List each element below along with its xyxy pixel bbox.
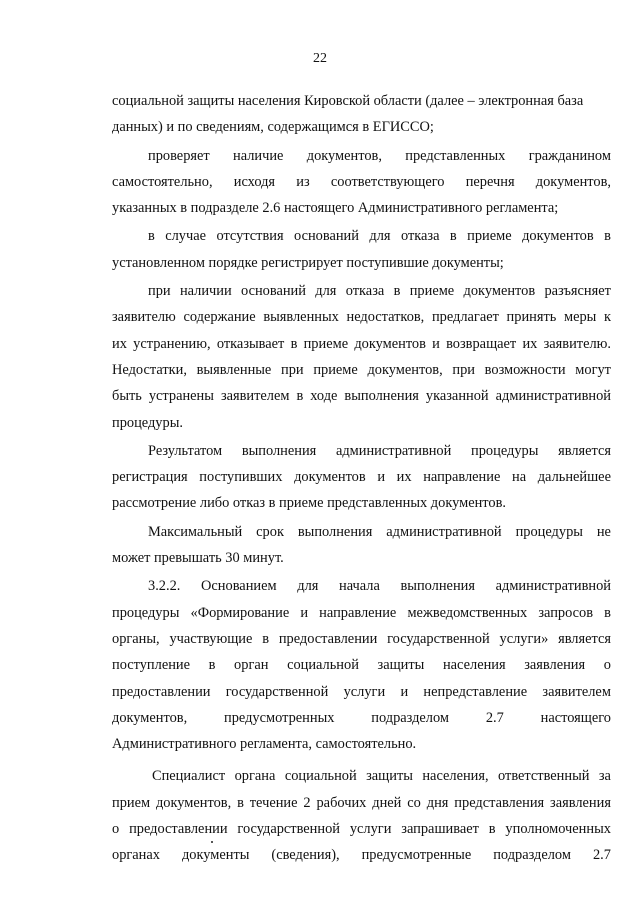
word: о (112, 821, 120, 838)
text-line (112, 331, 611, 357)
word: при (281, 361, 304, 378)
word: «Формирование (190, 604, 290, 621)
word: возвращает (446, 335, 517, 352)
paragraph-refusal-explanation (112, 278, 611, 436)
word: устранению, (133, 335, 211, 352)
word: в (449, 228, 457, 245)
word: их (522, 335, 538, 352)
paragraph-section-3-2-2 (112, 573, 611, 757)
word: ходе (310, 388, 338, 405)
word: приеме (409, 283, 455, 300)
word: быть (112, 388, 142, 405)
word: течение (249, 794, 298, 811)
word: предлагает (431, 309, 499, 326)
word: и (300, 604, 309, 621)
word: уполномоченных (505, 821, 611, 838)
word: документов, (112, 709, 188, 726)
text-line (112, 304, 611, 330)
word: в (604, 228, 611, 245)
word: выполнения (344, 388, 419, 405)
word: документов, (367, 361, 443, 378)
word: приеме (313, 361, 358, 378)
word: направление (423, 469, 501, 486)
text-line (112, 169, 611, 195)
word: межведомственных (407, 604, 528, 621)
word: выявленные (196, 361, 272, 378)
word: приеме (467, 228, 512, 245)
word: участвующие (169, 630, 253, 647)
paragraph-max-duration (112, 519, 611, 572)
word: к (604, 309, 611, 326)
text-line (112, 679, 611, 705)
word: соответствующего (330, 173, 445, 190)
word: поступление (112, 657, 190, 674)
word: услуги» (499, 630, 549, 647)
text-line (112, 519, 611, 545)
word: выполнения (400, 578, 475, 595)
word: предусмотренные (361, 847, 472, 864)
text-line: указанных в подразделе 2.6 настоящего Административного регламента; (112, 200, 559, 217)
scan-speck (211, 841, 213, 843)
word: представленных (405, 147, 506, 164)
word: орган (234, 657, 269, 674)
word: в (393, 283, 401, 300)
word: Результатом (148, 442, 223, 459)
word: выполнения (241, 442, 317, 459)
text-line: социальной защиты населения Кировской области (далее – электронная база (112, 93, 584, 109)
word: органы, (112, 630, 160, 647)
word: разъясняет (544, 283, 611, 300)
word: административной (495, 578, 611, 595)
word: их (112, 335, 127, 352)
word: их (396, 469, 412, 486)
word: в (237, 794, 244, 811)
word: самостоятельно, (112, 173, 213, 190)
word: Специалист (152, 768, 226, 785)
word: оснований (294, 228, 359, 245)
word: перечня (465, 173, 515, 190)
word: 2.7 (592, 847, 611, 864)
word: заявления (524, 657, 586, 674)
word: при (148, 283, 171, 300)
word: Недостатки, (112, 361, 187, 378)
text-line (112, 600, 611, 626)
word: в (208, 657, 216, 674)
word: документов (294, 469, 366, 486)
word: в (604, 604, 611, 621)
word: в (262, 630, 269, 647)
word: Максимальный (148, 523, 243, 540)
word: заявителю. (543, 335, 611, 352)
word: приеме (303, 335, 349, 352)
word: случае (165, 228, 207, 245)
paragraph-procedure-result (112, 438, 611, 517)
text-line (112, 790, 611, 816)
word: административной (495, 388, 611, 405)
word: выявленных (263, 309, 339, 326)
text-line (112, 816, 611, 842)
word: указанной (425, 388, 489, 405)
text-line: рассмотрение либо отказ в приеме представленных документов. (112, 495, 506, 512)
page-number: 22 (313, 51, 327, 66)
word: защиты (366, 768, 413, 785)
word: предоставлении (112, 683, 211, 700)
text-line (112, 763, 611, 789)
word: не (596, 523, 611, 540)
word: начала (339, 578, 380, 595)
word: прием (112, 794, 151, 811)
word: отказа (400, 228, 440, 245)
word: государственной (225, 683, 329, 700)
word: недостатков, (346, 309, 425, 326)
paragraph-specialist-requests (112, 763, 611, 868)
text-line (112, 464, 611, 490)
word: содержание (183, 309, 256, 326)
word: о (603, 657, 611, 674)
word: предоставлении (278, 630, 378, 647)
word: исходя (233, 173, 276, 190)
word: процедуры (515, 523, 583, 540)
word: является (558, 442, 611, 459)
word: документов (463, 283, 536, 300)
word: оснований (241, 283, 306, 300)
word: отказа (345, 283, 385, 300)
word: ответственный (498, 768, 590, 785)
word: меры (563, 309, 597, 326)
word: защиты (377, 657, 425, 674)
word: государственной (387, 630, 490, 647)
word: 3.2.2. (148, 578, 181, 595)
text-line (112, 223, 611, 249)
word: (сведения), (271, 847, 340, 864)
word: рабочих (316, 794, 367, 811)
word: документов (522, 228, 594, 245)
word: дней (372, 794, 402, 811)
word: и (377, 469, 386, 486)
word: заявления (550, 794, 611, 811)
word: органах (112, 847, 160, 864)
word: непредставление (423, 683, 528, 700)
paragraph-register-documents (112, 223, 611, 276)
document-body (112, 88, 611, 869)
word: 2 (303, 794, 311, 811)
word: проверяет (148, 147, 210, 164)
word: настоящего (540, 709, 611, 726)
word: устранены (148, 388, 214, 405)
word: и (432, 335, 440, 352)
word: и (400, 683, 409, 700)
word: в (488, 821, 496, 838)
text-line: Административного регламента, самостоятельно. (112, 736, 417, 753)
text-line: может превышать 30 минут. (112, 550, 284, 567)
text-line (112, 705, 611, 731)
word: срок (256, 523, 284, 540)
paragraph-check-documents (112, 143, 611, 222)
word: направление (319, 604, 397, 621)
word: запрашивает (401, 821, 479, 838)
text-line (112, 438, 611, 464)
word: выполнения (297, 523, 373, 540)
word: из (296, 173, 310, 190)
text-line (112, 357, 611, 383)
word: государственной (237, 821, 340, 838)
word: для (369, 228, 391, 245)
word: гражданином (528, 147, 611, 164)
word: услуги (343, 683, 386, 700)
word: услуги (349, 821, 392, 838)
word: дня (426, 794, 449, 811)
word: принять (506, 309, 557, 326)
word: населения (442, 657, 506, 674)
word: для (297, 578, 319, 595)
text-line (112, 143, 611, 169)
word: социальной (284, 768, 357, 785)
word: документов, (306, 147, 382, 164)
word: документов, (155, 794, 232, 811)
word: 2.7 (485, 709, 504, 726)
word: заявителем (220, 388, 290, 405)
word: документов (354, 335, 426, 352)
word: подразделом (493, 847, 571, 864)
word: в (148, 228, 155, 245)
word: предоставлении (129, 821, 228, 838)
word: в (296, 388, 304, 405)
word: представления (454, 794, 545, 811)
word: поступивших (199, 469, 283, 486)
text-line: установленном порядке регистрирует поступившие документы; (112, 254, 504, 271)
word: документов, (535, 173, 611, 190)
text-line (112, 626, 611, 652)
word: документы (181, 847, 250, 864)
word: в (290, 335, 298, 352)
word: регистрация (112, 469, 188, 486)
word: наличии (179, 283, 232, 300)
word: Основанием (201, 578, 277, 595)
text-line (112, 842, 611, 868)
paragraph-continuation (112, 88, 611, 141)
word: подразделом (371, 709, 449, 726)
word: административной (335, 442, 452, 459)
text-line (112, 383, 611, 409)
word: на (512, 469, 527, 486)
word: для (315, 283, 337, 300)
word: дальнейшее (537, 469, 611, 486)
text-line (112, 573, 611, 599)
word: заявителю (112, 309, 176, 326)
word: административной (386, 523, 502, 540)
word: органа (234, 768, 276, 785)
word: социальной (287, 657, 359, 674)
word: отсутствия (216, 228, 284, 245)
word: отказывает (216, 335, 285, 352)
text-line: данных) и по сведениям, содержащимся в ЕГИССО; (112, 119, 434, 136)
word: наличие (233, 147, 284, 164)
word: заявителем (542, 683, 611, 700)
word: со (407, 794, 421, 811)
text-line: процедуры. (112, 414, 183, 431)
word: за (598, 768, 611, 785)
word: при (452, 361, 475, 378)
word: является (558, 630, 611, 647)
word: процедуры (471, 442, 539, 459)
word: запросов (538, 604, 594, 621)
word: населения, (422, 768, 489, 785)
text-line (112, 278, 611, 304)
word: процедуры (112, 604, 180, 621)
word: возможности (484, 361, 566, 378)
word: могут (575, 361, 611, 378)
text-line (112, 652, 611, 678)
word: предусмотренных (224, 709, 335, 726)
